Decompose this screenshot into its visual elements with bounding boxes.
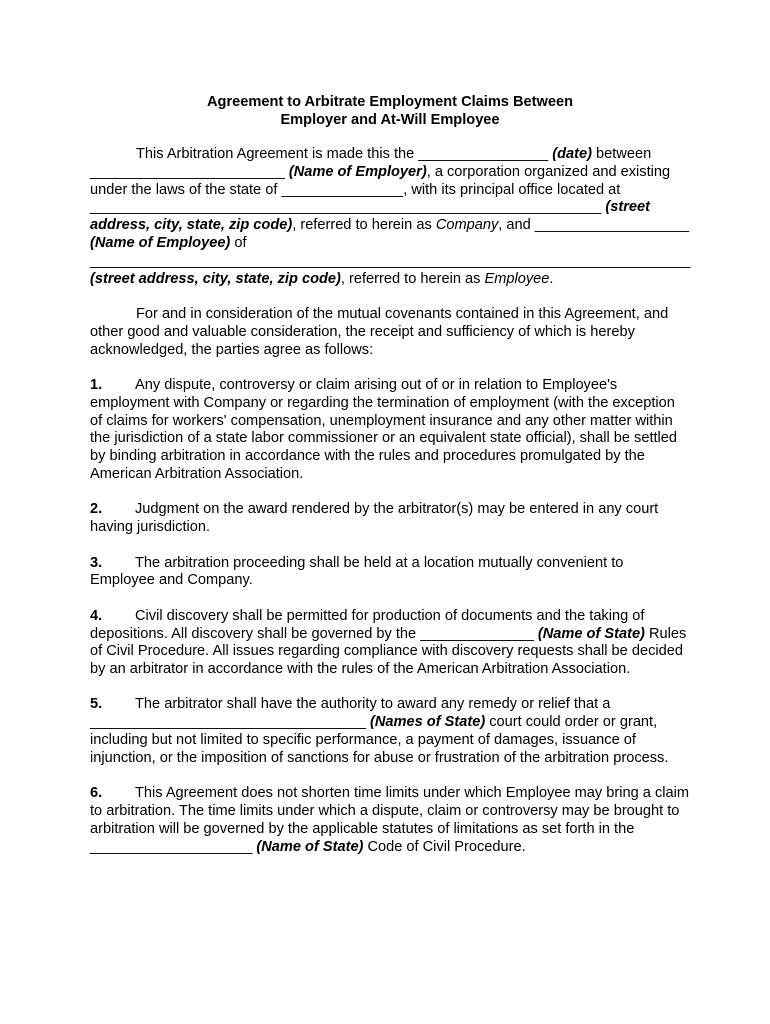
intro-text: . (549, 270, 554, 287)
employer-address-blank: _______________________________________________________________ (90, 199, 602, 216)
intro-text: between (591, 146, 652, 162)
clause-text: court could order or grant, including but not limited to specific performance, a payment of damages, issuance of injunction, or the imposition of sanctions for abuse or frustration of the arbitration process. (90, 714, 669, 766)
clause-number: 5. (90, 696, 103, 713)
employer-name-hint: (Name of Employer) (284, 163, 427, 180)
date-blank: ________________ (418, 146, 549, 162)
intro-text: , referred to herein as (340, 270, 485, 287)
clause-text: Any dispute, controversy or claim arising out of or in relation to Employee's employment with Company or regarding the termination of employment (with the exception of claims for workers' compensation, unemployment insurance and any other matter within the jurisdiction of a state labor commissioner or an equivalent state official), shall be settled by binding arbitration in accordance with the rules and procedures promulgated by the American Arbitration Association. (90, 376, 678, 482)
intro-text: , referred to herein as (292, 217, 436, 234)
clause-2 (90, 501, 690, 537)
clause-3 (90, 555, 690, 591)
state-blank: _______________ (281, 181, 404, 198)
state-hint: (Names of State) (365, 714, 486, 731)
consideration-paragraph: For and in consideration of the mutual covenants contained in this Agreement, and other good and valuable consideration, the receipt and sufficiency of which is hereby acknowledged, the parties agree as follows: (90, 305, 669, 358)
state-hint: (Name of State) (252, 838, 364, 855)
employee-term: Employee (484, 270, 550, 287)
clause-text: Civil discovery shall be permitted for production of documents and the taking of depositions. All discovery shall be governed by the (90, 607, 645, 642)
clause-5 (90, 696, 690, 767)
state-blank: __________________________________ (90, 714, 366, 731)
clause-text: The arbitration proceeding shall be held at a location mutually convenient to Employee and Company. (90, 554, 624, 589)
employee-name-blank: ___________________ (534, 217, 690, 234)
intro-text: , a corporation organized and existing under the laws of the state of (90, 163, 671, 198)
intro-text: This Arbitration Agreement is made this the (136, 146, 419, 162)
intro-paragraph (90, 146, 690, 288)
intro-text: , and (498, 217, 535, 234)
state-blank: ______________ (420, 625, 534, 642)
title-line-1: Agreement to Arbitrate Employment Claims Between (206, 94, 573, 110)
title-line-2: Employer and At-Will Employee (280, 112, 500, 128)
state-blank: ____________________ (90, 838, 253, 855)
clause-number: 1. (90, 376, 103, 393)
company-term: Company (435, 217, 499, 234)
clause-number: 6. (90, 785, 103, 802)
clause-text: The arbitrator shall have the authority to award any remedy or relief that a (135, 696, 611, 713)
document-page (90, 93, 690, 874)
employee-address-blank: __________________________________________________________________________ (90, 252, 691, 269)
clause-number: 4. (90, 607, 103, 624)
clause-number: 3. (90, 554, 103, 571)
state-hint: (Name of State) (533, 625, 645, 642)
clause-4 (90, 608, 690, 679)
intro-text: of (230, 234, 247, 251)
clause-number: 2. (90, 501, 103, 518)
clause-6 (90, 785, 690, 856)
employer-name-blank: ________________________ (90, 163, 285, 180)
employee-address-hint: (street address, city, state, zip code) (90, 270, 341, 287)
clause-text: This Agreement does not shorten time limits under which Employee may bring a claim to arbitration. The time limits under which a dispute, claim or controversy may be brought to arbitration will be governed by the applicable statutes of limitations as set forth in the (90, 785, 689, 837)
document-title (90, 93, 690, 129)
date-hint: (date) (548, 146, 592, 162)
clause-text: Rules of Civil Procedure. All issues regarding compliance with discovery requests shall be decided by an arbitrator in accordance with the rules of the American Arbitration Association. (90, 625, 687, 678)
intro-text: , with its principal office located at (403, 181, 621, 198)
clause-text: Code of Civil Procedure. (363, 838, 526, 855)
employee-name-hint: (Name of Employee) (90, 234, 231, 251)
employer-address-hint: (street address, city, state, zip code) (90, 199, 651, 234)
clause-1 (90, 377, 690, 484)
clause-text: Judgment on the award rendered by the arbitrator(s) may be entered in any court having jurisdiction. (90, 501, 659, 536)
